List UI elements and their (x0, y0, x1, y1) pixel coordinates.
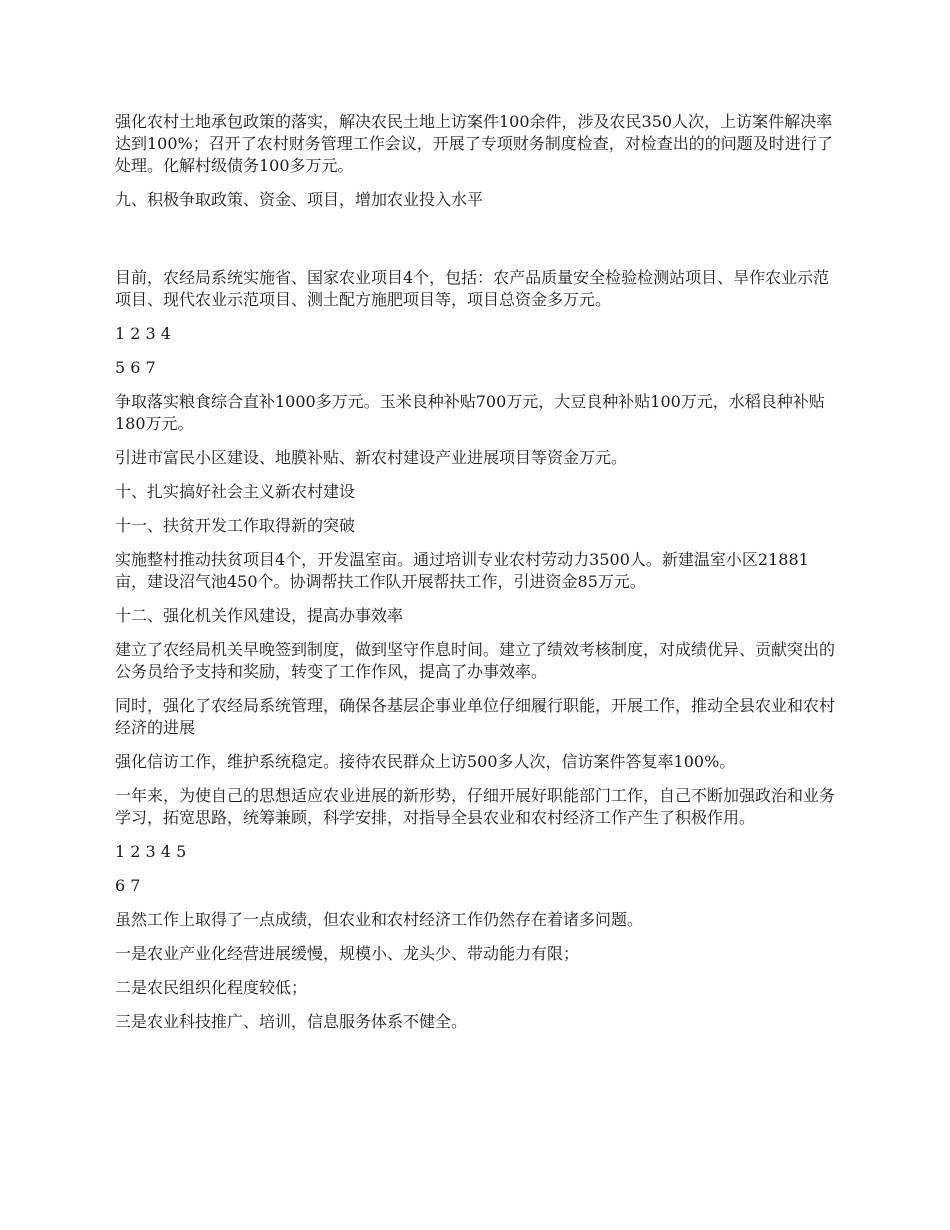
paragraph: 引进市富民小区建设、地膜补贴、新农村建设产业进展项目等资金万元。 (115, 448, 628, 467)
paragraph: 同时，强化了农经局系统管理，确保各基层企事业单位仔细履行职能，开展工作，推动全县农业和农村经济的进展 (115, 696, 836, 737)
paragraph: 虽然工作上取得了一点成绩，但农业和农村经济工作仍然存在着诸多问题。 (115, 910, 644, 929)
paragraph: 强化信访工作，维护系统稳定。接待农民群众上访500多人次，信访案件答复率100%。 (115, 752, 736, 771)
paragraph: 目前，农经局系统实施省、国家农业项目4个，包括：农产品质量安全检验检测站项目、旱作农业示范项目、现代农业示范项目、测土配方施肥项目等，项目总资金多万元。 (115, 268, 830, 309)
list-numbers: 1 2 3 4 (115, 324, 171, 343)
list-numbers: 1 2 3 4 5 (115, 842, 187, 861)
paragraph: 二是农民组织化程度较低； (115, 978, 308, 997)
list-numbers: 5 6 7 (115, 358, 156, 377)
paragraph: 建立了农经局机关早晚签到制度，做到坚守作息时间。建立了绩效考核制度，对成绩优异、贡献突出的公务员给予支持和奖励，转变了工作作风，提高了办事效率。 (115, 640, 836, 681)
section-heading: 十二、强化机关作风建设，提高办事效率 (115, 606, 404, 625)
paragraph: 一是农业产业化经营进展缓慢，规模小、龙头少、带动能力有限； (115, 944, 580, 963)
section-heading: 九、积极争取政策、资金、项目，增加农业投入水平 (115, 190, 484, 209)
paragraph: 强化农村土地承包政策的落实，解决农民土地上访案件100余件，涉及农民350人次，上访案件解决率达到100%；召开了农村财务管理工作会议，开展了专项财务制度检查，对检查出的的问题及时进行了处理。化解村级债务100多万元。 (115, 112, 833, 175)
paragraph: 实施整村推动扶贫项目4个，开发温室亩。通过培训专业农村劳动力3500人。新建温室小区21881亩，建设沼气池450个。协调帮扶工作队开展帮扶工作，引进资金85万元。 (115, 550, 809, 591)
list-numbers: 6 7 (115, 876, 141, 895)
paragraph: 争取落实粮食综合直补1000多万元。玉米良种补贴700万元，大豆良种补贴100万元，水稻良种补贴180万元。 (115, 392, 825, 433)
paragraph: 一年来，为使自己的思想适应农业进展的新形势，仔细开展好职能部门工作，自己不断加强政治和业务学习，拓宽思路，统筹兼顾，科学安排，对指导全县农业和农村经济工作产生了积极作用。 (115, 786, 836, 827)
section-heading: 十一、扶贫开发工作取得新的突破 (115, 516, 356, 535)
paragraph: 三是农业科技推广、培训，信息服务体系不健全。 (115, 1012, 468, 1031)
section-heading: 十、扎实搞好社会主义新农村建设 (115, 482, 356, 501)
document-body (115, 111, 840, 1045)
